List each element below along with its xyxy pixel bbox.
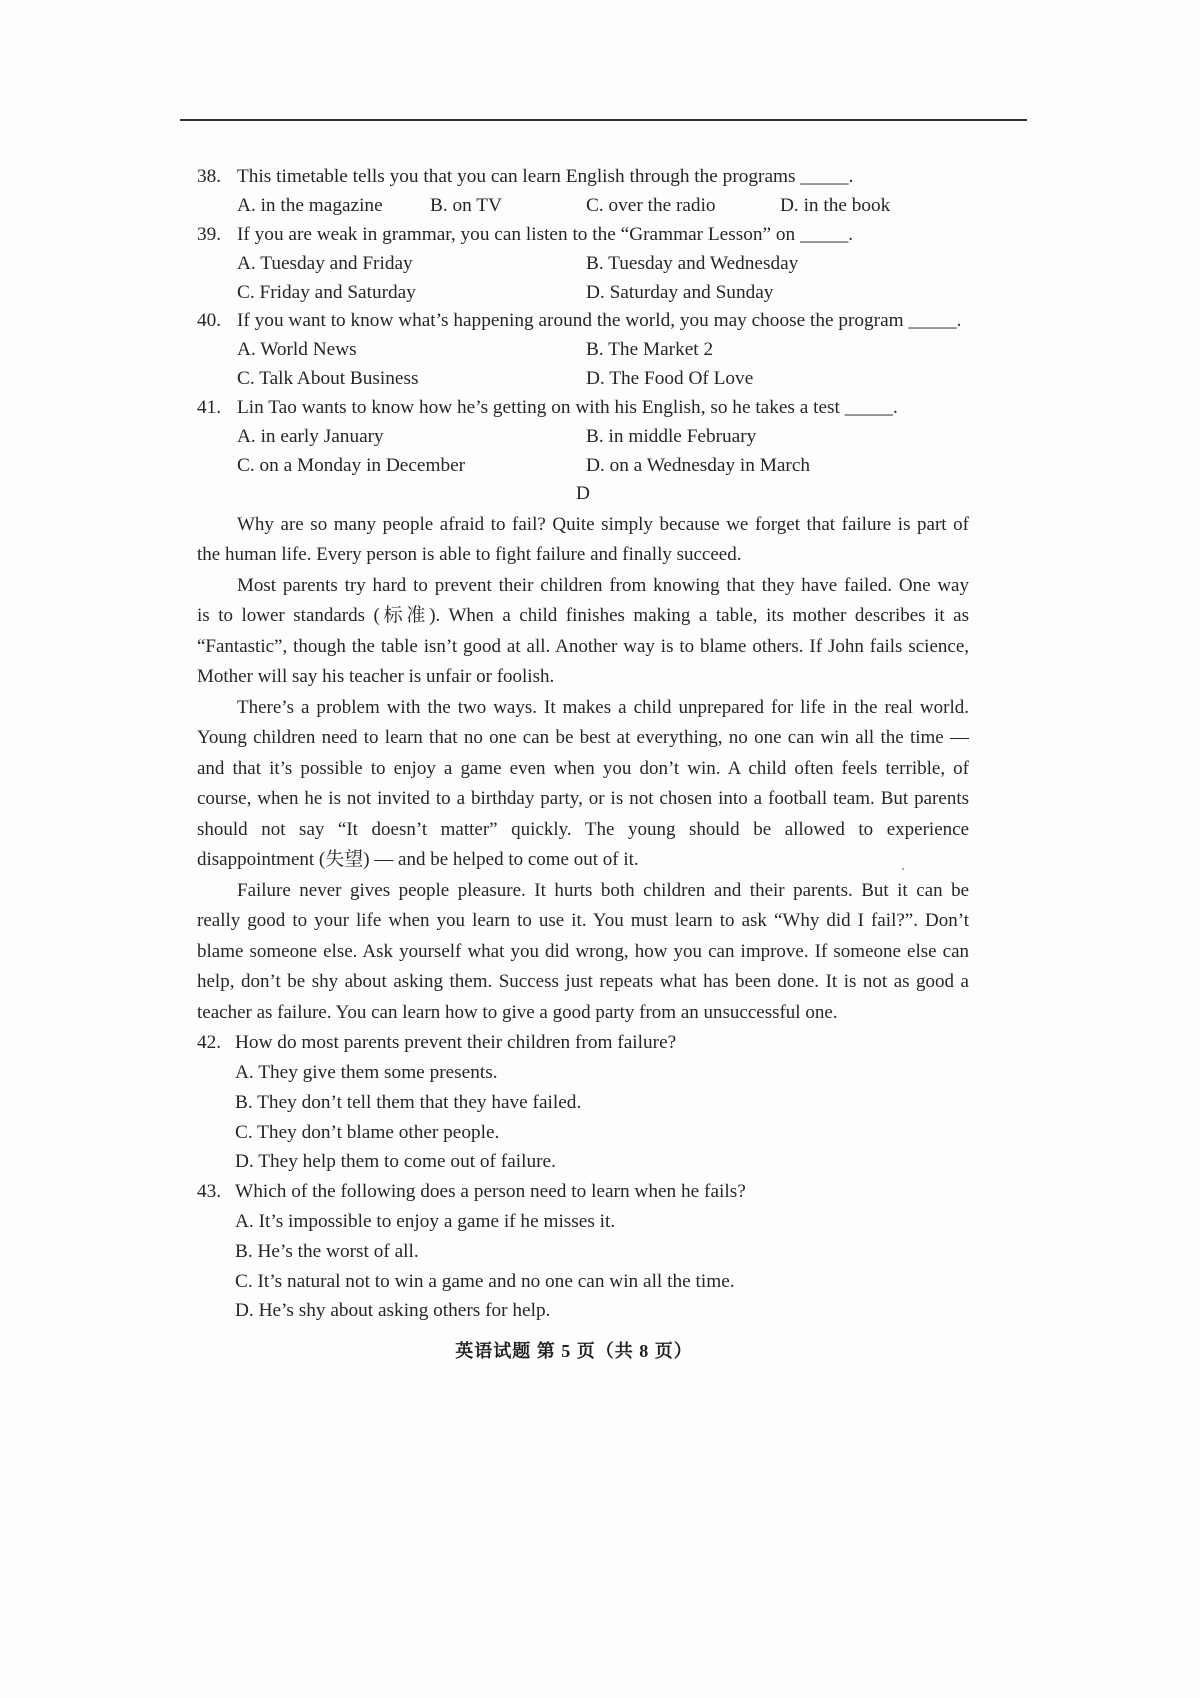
option-d: D. The Food Of Love: [586, 368, 754, 390]
passage-line: and that it’s possible to enjoy a game even when you don’t win. A child often feels terrible, of: [197, 757, 969, 779]
option-b: B. The Market 2: [586, 339, 714, 361]
question-number: 39.: [197, 223, 222, 245]
question-number: 41.: [197, 397, 222, 419]
option-b: B. He’s the worst of all.: [235, 1240, 419, 1262]
passage-line: course, when he is not invited to a birthday party, or is not chosen into a football team. But parents: [197, 788, 969, 810]
option-a: A. in the magazine: [237, 194, 383, 216]
question-stem: This timetable tells you that you can learn English through the programs _____.: [237, 166, 854, 187]
question-42-stem-row: [197, 1028, 997, 1058]
passage-line: really good to your life when you learn to use it. You must learn to ask “Why did I fail?”. Don’t: [197, 910, 969, 932]
option-d: D. in the book: [780, 194, 891, 216]
question-stem: If you want to know what’s happening around the world, you may choose the program _____.: [237, 310, 962, 332]
question-43-option-b-row: [197, 1237, 997, 1267]
question-41-options-row-1: [197, 423, 997, 452]
question-42-option-c-row: [197, 1118, 997, 1148]
question-stem: Which of the following does a person need to learn when he fails?: [235, 1181, 746, 1203]
question-41-stem-row: [197, 394, 997, 423]
question-38-stem-row: [197, 163, 997, 192]
passage-line: is to lower standards (标准). When a child finishes making a table, its mother describes it as: [197, 605, 969, 627]
passage-line: Why are so many people afraid to fail? Quite simply because we forget that failure is part of: [237, 513, 969, 535]
question-40-stem-row: [197, 307, 997, 336]
page-footer: 英语试题 第 5 页（共 8 页）: [455, 1341, 693, 1361]
question-40-options-row-2: [197, 365, 997, 394]
questions-38-41: [197, 163, 997, 481]
question-43-stem-row: [197, 1177, 997, 1207]
option-c: C. They don’t blame other people.: [235, 1121, 500, 1143]
option-a: A. Tuesday and Friday: [237, 252, 413, 274]
passage-line: blame someone else. Ask yourself what you did wrong, how you can improve. If someone else can: [197, 940, 969, 962]
passage-line: disappointment (失望) — and be helped to come out of it.: [197, 849, 639, 871]
passage-line: Most parents try hard to prevent their children from knowing that they have failed. One way: [237, 574, 969, 596]
section-label: D: [576, 483, 590, 504]
question-number: 38.: [197, 166, 222, 187]
option-c: C. Friday and Saturday: [237, 281, 416, 303]
question-stem: If you are weak in grammar, you can listen to the “Grammar Lesson” on _____.: [237, 223, 854, 245]
option-b: B. in middle February: [586, 426, 757, 448]
question-number: 40.: [197, 310, 222, 332]
question-42-option-a-row: [197, 1058, 997, 1088]
option-a: A. They give them some presents.: [235, 1062, 498, 1084]
passage-paragraph-1: [197, 510, 969, 571]
questions-42-43: [197, 1028, 997, 1326]
question-40-options-row-1: [197, 336, 997, 365]
top-rule: [180, 119, 1027, 121]
question-39-options-row-1: [197, 250, 997, 279]
option-b: B. on TV: [430, 194, 502, 216]
passage-line: “Fantastic”, though the table isn’t good at all. Another way is to blame others. If John fails science,: [197, 635, 969, 657]
passage-line: teacher as failure. You can learn how to give a good party from an unsuccessful one.: [197, 1001, 838, 1023]
option-a: A. World News: [237, 339, 357, 361]
question-42-option-d-row: [197, 1147, 997, 1177]
option-d: D. He’s shy about asking others for help.: [235, 1300, 551, 1322]
question-41-options-row-2: [197, 452, 997, 481]
option-d: D. on a Wednesday in March: [586, 454, 811, 476]
option-c: C. over the radio: [586, 194, 716, 216]
question-38-options-row: [197, 192, 997, 221]
question-stem: Lin Tao wants to know how he’s getting on with his English, so he takes a test _____.: [237, 397, 898, 419]
passage-line: Failure never gives people pleasure. It hurts both children and their parents. But it can be: [237, 879, 969, 901]
option-a: A. in early January: [237, 426, 384, 448]
option-c: C. on a Monday in December: [237, 454, 466, 476]
option-d: D. They help them to come out of failure.: [235, 1151, 556, 1173]
question-number: 43.: [197, 1181, 222, 1203]
option-c: C. It’s natural not to win a game and no one can win all the time.: [235, 1270, 735, 1292]
option-b: B. Tuesday and Wednesday: [586, 252, 799, 274]
question-43-option-c-row: [197, 1267, 997, 1297]
option-d: D. Saturday and Sunday: [586, 281, 774, 303]
question-43-option-d-row: [197, 1296, 997, 1326]
question-42-option-b-row: [197, 1088, 997, 1118]
scan-speck: [902, 868, 904, 870]
question-stem: How do most parents prevent their children from failure?: [235, 1032, 677, 1054]
passage-line: the human life. Every person is able to fight failure and finally succeed.: [197, 544, 742, 566]
passage-line: Mother will say his teacher is unfair or foolish.: [197, 666, 555, 688]
question-43-option-a-row: [197, 1207, 997, 1237]
passage-line: There’s a problem with the two ways. It makes a child unprepared for life in the real world.: [237, 696, 969, 718]
option-b: B. They don’t tell them that they have failed.: [235, 1091, 582, 1113]
option-a: A. It’s impossible to enjoy a game if he misses it.: [235, 1210, 616, 1232]
question-number: 42.: [197, 1032, 222, 1054]
passage-paragraph-2: [197, 571, 969, 693]
passage-line: should not say “It doesn’t matter” quickly. The young should be allowed to experience: [197, 818, 969, 840]
passage-paragraph-3: [197, 693, 969, 876]
passage-line: Young children need to learn that no one can be best at everything, no one can win all the time —: [197, 727, 969, 749]
option-c: C. Talk About Business: [237, 368, 419, 390]
passage-paragraph-4: [197, 876, 969, 1029]
passage-line: help, don’t be shy about asking them. Success just repeats what has been done. It is not as good a: [197, 971, 969, 993]
question-39-stem-row: [197, 221, 997, 250]
reading-passage: [197, 510, 969, 1029]
question-39-options-row-2: [197, 279, 997, 308]
